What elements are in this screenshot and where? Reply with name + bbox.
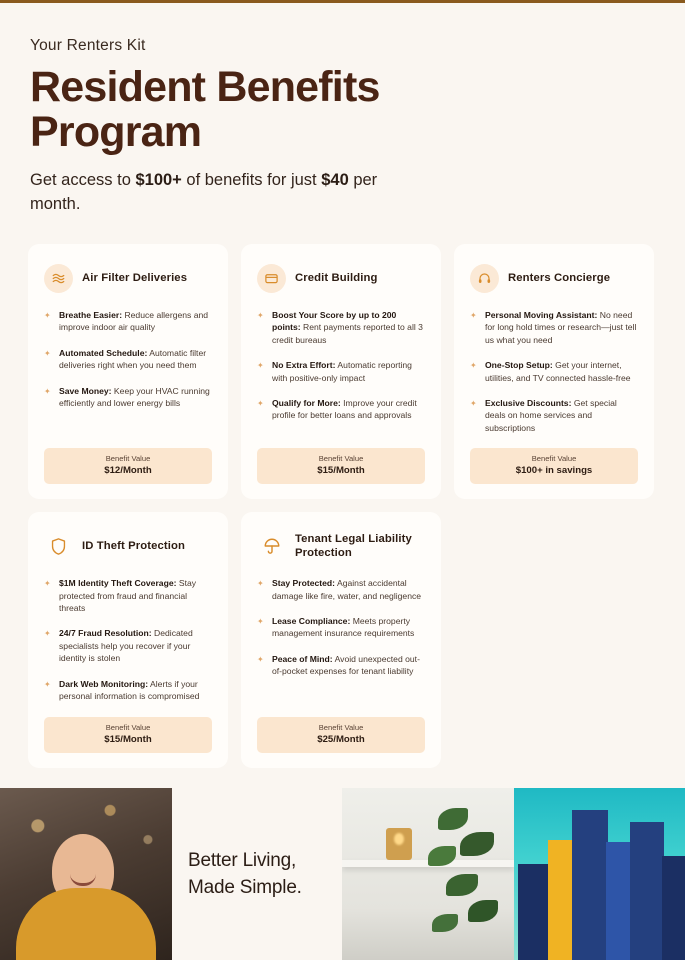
bullet-item xyxy=(257,653,425,678)
subtitle xyxy=(30,168,430,216)
bullet-item xyxy=(44,577,212,614)
benefit-value-amount: $15/Month xyxy=(104,733,152,745)
benefit-card-tenant-legal[interactable] xyxy=(241,512,441,767)
air-filter-icon xyxy=(44,264,73,293)
benefit-value-box xyxy=(257,448,425,484)
bullet-text: Personal Moving Assistant: No need for long hold times or research—just tell us what you need xyxy=(485,310,637,345)
page-title: Resident Benefits Program xyxy=(30,63,380,156)
benefit-value-label: Benefit Value xyxy=(531,454,577,464)
footer-caption xyxy=(172,788,342,960)
card-header xyxy=(44,529,212,563)
candle-flame xyxy=(394,833,404,845)
bullet-dot-icon: ✦ xyxy=(470,311,477,320)
benefit-value-label: Benefit Value xyxy=(318,454,364,464)
shelf-plant-photo xyxy=(342,788,514,960)
plant-leaf xyxy=(460,832,494,856)
bullet-text: No Extra Effort: Automatic reporting with positive-only impact xyxy=(272,360,412,383)
benefit-cards xyxy=(28,244,657,768)
bullet-dot-icon: ✦ xyxy=(257,311,264,320)
bullet-text: Automated Schedule: Automatic filter deliveries right when you need them xyxy=(59,347,207,371)
benefit-value-box xyxy=(44,448,212,484)
bullet-text: Qualify for More: Improve your credit profile for better loans and approvals xyxy=(272,398,417,421)
bullet-text: Exclusive Discounts: Get special deals on home services and subscriptions xyxy=(485,398,617,433)
bullet-item xyxy=(470,359,638,384)
bullet-dot-icon: ✦ xyxy=(44,579,51,589)
bullet-item xyxy=(44,627,212,664)
bullet-text: Lease Compliance: Meets property management insurance requirements xyxy=(272,616,415,639)
bullet-text: $1M Identity Theft Coverage: Stay protected from fraud and financial threats xyxy=(59,578,197,614)
bullet-item xyxy=(257,397,425,422)
benefit-value-box xyxy=(257,717,425,753)
benefit-value-label: Benefit Value xyxy=(318,722,364,732)
building xyxy=(518,864,548,960)
smiling-woman-photo xyxy=(0,788,172,960)
subtitle-amount-benefits: $100+ xyxy=(135,171,182,189)
benefit-card-air-filter[interactable] xyxy=(28,244,228,499)
card-bullets xyxy=(44,309,212,434)
card-header xyxy=(470,261,638,295)
card-title: Renters Concierge xyxy=(508,272,611,284)
bullet-item xyxy=(44,309,212,334)
bullet-item xyxy=(257,309,425,346)
card-title: Tenant Legal Liability Protection xyxy=(295,533,412,560)
building xyxy=(548,840,574,960)
card-bullets xyxy=(44,577,212,702)
plant-leaf xyxy=(446,874,478,896)
bullet-dot-icon: ✦ xyxy=(257,361,264,371)
city-skyline-photo xyxy=(514,788,685,960)
bullet-text: Breathe Easier: Reduce allergens and improve indoor air quality xyxy=(59,310,209,333)
card-title: Air Filter Deliveries xyxy=(82,272,188,284)
umbrella-icon xyxy=(257,532,286,561)
bullet-item xyxy=(44,385,212,410)
bullet-dot-icon: ✦ xyxy=(470,399,477,409)
building xyxy=(662,856,685,960)
benefit-value-amount: $25/Month xyxy=(317,733,365,745)
kicker-text: Your Renters Kit xyxy=(30,37,146,54)
bullet-dot-icon: ✦ xyxy=(470,361,477,371)
bullet-text: Boost Your Score by up to 200 points: Rent payments reported to all 3 credit bureaus xyxy=(272,310,423,345)
bullet-text: Peace of Mind: Avoid unexpected out-of-pocket expenses for tenant liability xyxy=(272,653,420,677)
card-bullets xyxy=(257,577,425,702)
bullet-dot-icon: ✦ xyxy=(257,399,264,409)
caption-line-2: Made Simple. xyxy=(188,877,302,898)
bullet-dot-icon: ✦ xyxy=(257,579,264,589)
card-bullets xyxy=(470,309,638,434)
bullet-text: Dark Web Monitoring: Alerts if your personal information is compromised xyxy=(59,678,200,702)
benefit-card-id-theft[interactable] xyxy=(28,512,228,767)
card-header xyxy=(257,261,425,295)
plant-leaf xyxy=(468,900,498,922)
subtitle-pre: Get access to xyxy=(30,171,136,189)
bullet-dot-icon: ✦ xyxy=(44,629,51,639)
benefit-value-label: Benefit Value xyxy=(105,722,151,732)
plant-leaf xyxy=(432,914,458,932)
bullet-text: 24/7 Fraud Resolution: Dedicated specialists help you recover if your identity is stolen xyxy=(59,628,193,664)
bullet-item xyxy=(44,678,212,703)
bullet-item xyxy=(44,347,212,372)
building xyxy=(630,822,664,960)
bullet-dot-icon: ✦ xyxy=(257,654,264,664)
shield-icon xyxy=(44,532,73,561)
subtitle-post: per month. xyxy=(30,171,378,213)
bullet-dot-icon: ✦ xyxy=(44,348,51,358)
bullet-dot-icon: ✦ xyxy=(44,386,51,396)
benefit-value-amount: $15/Month xyxy=(317,465,365,477)
person-sweater xyxy=(16,888,156,960)
card-header xyxy=(44,261,212,295)
bullet-dot-icon: ✦ xyxy=(44,311,51,320)
bullet-item xyxy=(470,309,638,346)
bullet-dot-icon: ✦ xyxy=(44,679,51,689)
caption-line-1: Better Living, xyxy=(188,850,297,871)
subtitle-mid: of benefits for just xyxy=(181,171,322,189)
credit-card-icon xyxy=(257,264,286,293)
photo-person xyxy=(16,840,156,960)
headset-icon xyxy=(470,264,499,293)
card-header xyxy=(257,529,425,563)
benefit-value-label: Benefit Value xyxy=(105,454,151,464)
bullet-text: Stay Protected: Against accidental damage like fire, water, and negligence xyxy=(272,578,422,601)
header xyxy=(0,3,685,216)
card-title: Credit Building xyxy=(295,272,378,284)
benefit-card-credit-building[interactable] xyxy=(241,244,441,499)
card-bullets xyxy=(257,309,425,434)
benefit-value-amount: $100+ in savings xyxy=(515,465,593,477)
benefit-card-renters-concierge[interactable] xyxy=(454,244,654,499)
bullet-dot-icon: ✦ xyxy=(257,617,264,627)
plant-leaf xyxy=(438,808,468,830)
building xyxy=(572,810,608,960)
subtitle-amount-price: $40 xyxy=(321,171,349,189)
bullet-item xyxy=(257,359,425,384)
bullet-text: One-Stop Setup: Get your internet, utilities, and TV connected hassle-free xyxy=(485,360,631,383)
bullet-item xyxy=(470,397,638,434)
bullet-item xyxy=(257,577,425,602)
footer-band xyxy=(0,788,685,960)
benefit-value-box xyxy=(44,717,212,753)
benefit-value-amount: $12/Month xyxy=(104,465,152,477)
card-title: ID Theft Protection xyxy=(82,540,185,553)
bullet-text: Save Money: Keep your HVAC running efficiently and lower energy bills xyxy=(59,385,210,409)
caption-text xyxy=(188,847,302,901)
bullet-item xyxy=(257,615,425,640)
benefit-value-box xyxy=(470,448,638,484)
